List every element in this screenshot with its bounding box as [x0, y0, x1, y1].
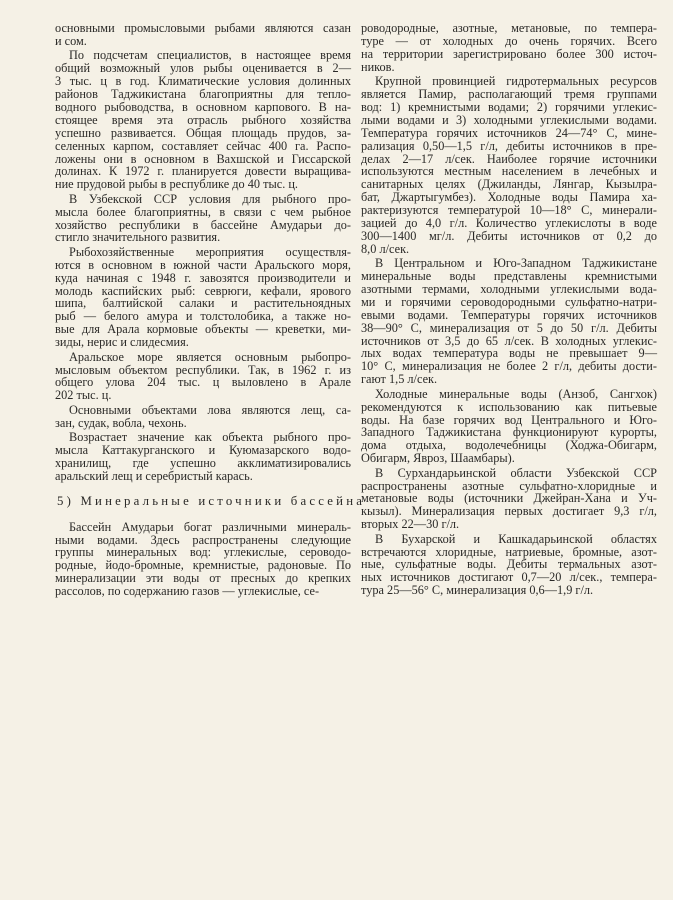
text-line: ются в основном в южной части Аральского моря,	[55, 257, 351, 272]
text-line: на территории зарегистрировано более 300 источ-	[361, 46, 657, 61]
text-line: ников.	[361, 59, 395, 74]
text-line: По подсчетам специалистов, в настоящее время	[69, 48, 351, 63]
text-line: кызыл). Минерализация первых достигает 9,3 г/л,	[361, 504, 657, 519]
text-line: Температура горячих источников 24—74° С, мине-	[361, 125, 657, 140]
text-line: туре — от холодных до очень горячих. Всего	[361, 33, 657, 48]
text-line: зан, судак, вобла, чехонь.	[55, 415, 187, 430]
text-line: Основными объектами лова являются лещ, са-	[69, 402, 351, 417]
text-line: лыми водами и 3) холодными углекислыми водами.	[361, 112, 657, 127]
text-line: хозяйство республики в бассейне Амударьи до-	[55, 217, 351, 232]
text-line: водного рыбоводства, в основном карпового. В на-	[55, 99, 351, 114]
text-line: 8,0 л/сек.	[361, 241, 410, 256]
text-line: 202 тыс. ц.	[55, 388, 112, 403]
paragraph	[55, 246, 351, 349]
paragraph	[55, 22, 351, 48]
text-line: аральский лещ и серебристый карась.	[55, 468, 253, 483]
section-heading: 5) Минеральные источники бассейна	[57, 493, 366, 508]
paragraph	[55, 404, 351, 430]
text-line: Обигарм, Явроз, Шаамбары).	[361, 451, 515, 466]
text-line: В Узбекской ССР условия для рыбного про-	[69, 191, 351, 206]
text-line: родные, йодо-бромные, кремнистые, радоновые. По	[55, 558, 351, 573]
text-line: встречаются хлоридные, натриевые, бромные, азот-	[361, 544, 657, 559]
text-line: евыми водами. Температуры горячих источников	[361, 307, 657, 322]
text-line: метановые воды (источники Джейран-Хана и Уч-	[361, 491, 657, 506]
text-line: мысла более благоприятны, в связи с чем рыбное	[55, 204, 351, 219]
text-line: Крупной провинцией гидротермальных ресурсов	[375, 74, 657, 89]
text-line: молодь каспийских рыб: севрюги, кефали, ярового	[55, 283, 351, 298]
text-line: воды. На базе горячих вод Центрального и Юго-	[361, 412, 657, 427]
text-line: общего улова 204 тыс. ц выловлено в Арале	[55, 375, 351, 390]
text-line: зацией до 4,0 г/л. Количество углекислоты в воде	[361, 215, 657, 230]
text-line: азотными термами, холодными углекислыми вода-	[361, 282, 657, 296]
text-line: используются местным населением в лечебных и	[361, 164, 657, 179]
text-line: роводородные, азотные, метановые, по темпера-	[361, 21, 657, 35]
text-line: основными промысловыми рыбами являются сазан	[55, 21, 351, 35]
text-line: распространены азотные сульфатно-хлоридные и	[361, 478, 657, 493]
paragraph	[361, 75, 657, 255]
text-line: рыб — белого амура и толстолобика, а также но-	[55, 309, 351, 324]
text-line: стигло значительного развития.	[55, 230, 221, 245]
text-line: 3 тыс. ц в год. Климатические условия долинных	[55, 74, 351, 89]
text-line: стоящее время эта отрасль рыбного хозяйства	[55, 112, 351, 127]
text-line: общий возможный улов рыбы оценивается в 2—	[55, 61, 351, 76]
text-line: вторых 22—30 г/л.	[361, 517, 460, 532]
text-line: мысла Каттакурганского и Куюмазарского водо-	[55, 443, 351, 458]
text-line: лых водах температура воды не превышает 9—	[361, 346, 657, 361]
text-line: шипа, балтийской салаки и растительноядных	[55, 296, 351, 311]
paragraph	[361, 257, 657, 386]
text-line: ми и горячими сероводородными сульфатно-натри-	[361, 294, 657, 309]
text-line: куда начиная с 1948 г. завозятся производители и	[55, 270, 351, 285]
text-line: зиды, нерис и слидесмия.	[55, 335, 189, 350]
text-line: рекомендуются к использованию как питьевые	[361, 399, 657, 414]
text-line: санитарных целях (Джиланды, Лянгар, Кызылра-	[361, 177, 657, 192]
text-line: Бассейн Амударьи богат различными минераль-	[69, 519, 351, 534]
text-line: ных источников достигают 0,7—20 л/сек., темпера-	[361, 570, 657, 585]
text-line: В Сурхандарьинской области Узбекской ССР	[375, 465, 657, 480]
text-line: бат, Джартыгумбез). Холодные воды Памира ха-	[361, 190, 657, 205]
right-text-column	[361, 22, 657, 599]
text-line: Рыбохозяйственные мероприятия осуществля-	[69, 244, 351, 259]
text-line: успешно развивается. Общая площадь прудов, за-	[55, 125, 351, 140]
text-line: хранилищ, где успешно акклиматизировались	[55, 455, 351, 470]
text-line: ложены они в основном в Вахшской и Гиссарской	[55, 151, 351, 166]
paragraph	[55, 351, 351, 403]
text-line: 300—1400 мг/л. Дебиты источников от 0,2 до	[361, 228, 657, 243]
text-line: делах 2—17 л/сек. Наиболее горячие источники	[361, 151, 657, 166]
text-line: дома отдыха, водолечебницы (Ходжа-Обигарм,	[361, 438, 657, 453]
paragraph	[361, 388, 657, 465]
text-line: долинах. К 1972 г. планируется довести выращива-	[55, 164, 351, 179]
text-line: тура 25—56° С, минерализация 0,6—1,9 г/л.	[361, 583, 594, 598]
paragraph	[55, 521, 351, 598]
text-line: В Центральном и Юго-Западном Таджикистане	[375, 256, 657, 271]
text-line: районов Таджикистана благоприятны для тепло-	[55, 87, 351, 102]
text-line: минерализации эти воды от пресных до крепких	[55, 571, 351, 586]
text-line: рактеризуются температурой 10—18° С, минерали-	[361, 203, 657, 218]
text-line: Аральское море является основным рыбопро-	[69, 349, 351, 364]
text-line: рализация 0,50—1,5 г/л, дебиты источников в пре-	[361, 138, 657, 153]
text-line: является Памир, располагающий тремя группами	[361, 87, 657, 102]
left-text-column	[55, 21, 366, 600]
text-line: гают 1,5 л/сек.	[361, 372, 438, 387]
paragraph	[55, 431, 351, 483]
paragraph	[361, 22, 657, 74]
text-line: Холодные минеральные воды (Анзоб, Сангхок)	[375, 386, 657, 401]
text-line: Возрастает значение как объекта рыбного про-	[69, 430, 351, 445]
text-line: вод: 1) кремнистыми водами; 2) горячими углекис-	[361, 99, 657, 114]
text-line: источников от 3,5 до 65 л/сек. В холодных углекис-	[361, 333, 657, 348]
text-line: вые для Арала кормовые объекты — креветки, ми-	[55, 322, 351, 337]
text-line: селенных карпом, составляет сейчас 400 га. Распо-	[55, 138, 351, 153]
paragraph	[361, 467, 657, 531]
text-line: 38—90° С, минерализация от 5 до 50 г/л. Дебиты	[361, 320, 657, 335]
text-line: минеральные воды представлены кремнистыми	[361, 269, 657, 284]
text-line: рассолов, по содержанию газов — углекислые, се-	[55, 584, 320, 599]
text-line: группы минеральных вод: углекислые, сероводо-	[55, 545, 351, 560]
text-line: ние прудовой рыбы в республике до 40 тыс. ц.	[55, 177, 299, 192]
text-line: ные, сульфатные воды. Дебиты термальных азот-	[361, 557, 657, 572]
text-line: ными водами. Здесь распространены следующие	[55, 532, 351, 547]
paragraph	[55, 49, 351, 191]
text-line: 10° С, минерализация не более 2 г/л, дебиты дости-	[361, 359, 657, 374]
text-line: мысловым объектом республики. Так, в 1962 г. из	[55, 362, 351, 377]
paragraph	[361, 533, 657, 597]
text-line: Западного Таджикистана функционируют курорты,	[361, 425, 657, 440]
text-line: В Бухарской и Кашкадарьинской областях	[375, 531, 657, 546]
text-line: и сом.	[55, 33, 87, 48]
paragraph	[55, 193, 351, 245]
